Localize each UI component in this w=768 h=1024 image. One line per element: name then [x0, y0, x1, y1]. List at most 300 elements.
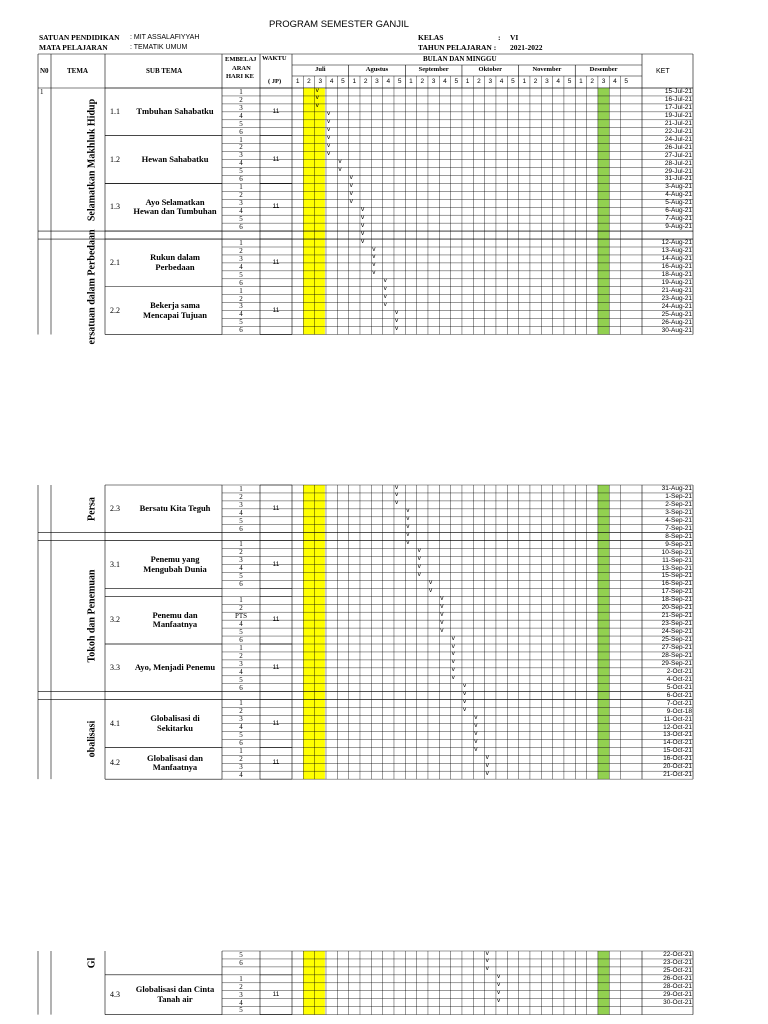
check-mark: v — [462, 706, 467, 714]
subtema-name: Rukun dalam — [150, 252, 200, 263]
ket-date: 16-Jul-21 — [664, 95, 692, 103]
col-subtema: SUB TEMA — [146, 67, 183, 75]
subtema-number: 3.3 — [110, 662, 120, 672]
day-number: 4 — [239, 619, 243, 628]
day-number: 3 — [239, 659, 243, 668]
ket-date: 4-Sep-21 — [665, 516, 692, 524]
day-number: 2 — [239, 95, 243, 104]
check-mark: v — [417, 555, 421, 563]
check-mark: v — [349, 189, 353, 197]
ket-date: 29-Oct-21 — [663, 990, 692, 998]
jp-value: 11 — [272, 258, 280, 266]
day-number: 3 — [239, 763, 243, 772]
tema-number: 1 — [40, 87, 44, 96]
subtema-number: 1.3 — [110, 202, 120, 212]
subtema-name: Mencapai Tujuan — [142, 309, 207, 320]
week-label: 2 — [477, 77, 481, 85]
ket-date: 8-Sep-21 — [665, 532, 692, 540]
check-mark: v — [360, 213, 365, 221]
subtema-name: Manfaatnya — [152, 619, 198, 630]
satuan-value: : MIT ASSALAFIYYAH — [130, 34, 200, 41]
check-mark: v — [394, 491, 399, 499]
jp-value: 11 — [272, 719, 280, 727]
ket-date: 10-Sep-21 — [661, 548, 692, 556]
week-label: 1 — [522, 77, 527, 85]
green-highlight-column — [598, 485, 609, 779]
ket-date: 5-Oct-21 — [666, 683, 692, 691]
tema-label: Selamatkan Makhluk Hidup — [86, 98, 98, 221]
check-mark: v — [451, 642, 455, 650]
day-number: 1 — [239, 596, 243, 605]
check-mark: v — [326, 126, 331, 134]
subtema-name: Manfaatnya — [152, 762, 198, 773]
check-mark: v — [474, 722, 478, 729]
ket-date: 21-Jul-21 — [664, 119, 692, 127]
day-number: 1 — [239, 238, 243, 247]
ket-date: 23-Sep-21 — [661, 620, 692, 628]
col-bulan: BULAN DAN MINGGU — [423, 55, 497, 63]
subtema-number: 1.1 — [110, 106, 120, 116]
ket-date: 19-Aug-21 — [661, 278, 692, 286]
check-mark: v — [360, 229, 365, 237]
jp-value: 11 — [272, 560, 280, 568]
ket-date: 22-Jul-21 — [664, 127, 692, 135]
ket-date: 1-Sep-21 — [665, 492, 692, 500]
col-jp: ( JP) — [268, 78, 282, 85]
ket-date: 25-Sep-21 — [661, 636, 692, 644]
day-number: 4 — [239, 111, 243, 120]
ket-date: 29-Sep-21 — [661, 659, 692, 667]
day-number: 4 — [239, 207, 243, 216]
check-mark: v — [485, 957, 489, 965]
check-mark: v — [474, 729, 478, 737]
check-mark: v — [451, 674, 455, 682]
week-label: 4 — [386, 77, 391, 85]
tahun-label: TAHUN PELAJARAN : — [418, 43, 497, 52]
subtema-name: Globalisasi dan Cinta — [135, 984, 215, 995]
check-mark: v — [349, 181, 353, 189]
col-ket: KET — [656, 68, 670, 75]
check-mark: v — [394, 317, 399, 325]
check-mark: v — [485, 761, 489, 769]
jp-value: 11 — [272, 504, 280, 512]
week-label: 3 — [545, 77, 549, 85]
ket-date: 11-Sep-21 — [662, 556, 692, 564]
week-label: 1 — [352, 77, 357, 85]
subtema-number: 4.3 — [110, 989, 120, 999]
check-mark: v — [485, 965, 489, 973]
day-number: 4 — [239, 771, 243, 779]
yellow-highlight-column — [303, 485, 325, 779]
tema-label: Tokoh dan Penemuan — [86, 569, 98, 663]
check-mark: v — [428, 586, 433, 594]
ket-date: 9-Sep-21 — [665, 540, 692, 548]
ket-date: 23-Aug-21 — [661, 294, 692, 302]
col-waktu: WAKTU — [262, 55, 287, 62]
subtema-name: Penemu dan — [152, 609, 198, 620]
week-label: 2 — [363, 77, 368, 85]
check-mark: v — [496, 981, 501, 989]
check-mark: v — [451, 658, 455, 666]
week-label: 5 — [511, 77, 515, 85]
ket-date: 17-Jul-21 — [664, 103, 692, 111]
day-number: 2 — [239, 651, 243, 660]
week-label: 1 — [409, 77, 413, 85]
subtema-number: 2.1 — [110, 257, 120, 267]
subtema-name: Ayo, Menjadi Penemu — [134, 662, 216, 673]
week-label: 3 — [431, 77, 436, 85]
subtema-name: Perbedaan — [155, 261, 195, 272]
month-label-5: Desember — [589, 65, 618, 73]
col-pembelajaran-2: ARAN — [232, 65, 251, 72]
check-mark: v — [372, 261, 376, 269]
subtema-number: 1.2 — [110, 154, 120, 164]
check-mark: v — [451, 650, 455, 658]
ket-date: 20-Sep-21 — [661, 604, 692, 612]
week-label: 4 — [499, 77, 504, 85]
check-mark: v — [394, 325, 399, 332]
document-title: PROGRAM SEMESTER GANJIL — [269, 19, 409, 30]
ket-date: 25-Aug-21 — [661, 310, 692, 318]
check-mark: v — [440, 626, 444, 634]
subtema-number: 3.1 — [110, 559, 120, 569]
subtema-name: Hewan dan Tumbuhan — [133, 206, 217, 217]
day-number: 1 — [239, 699, 243, 708]
ket-date: 28-Oct-21 — [663, 982, 692, 990]
week-label: 5 — [624, 77, 629, 85]
week-label: 3 — [318, 77, 323, 85]
check-mark: v — [474, 745, 478, 753]
day-number: 6 — [239, 278, 243, 287]
week-label: 1 — [295, 77, 300, 85]
day-number: 5 — [239, 675, 243, 684]
day-number: 1 — [239, 540, 243, 549]
tema-label: obalisasi — [86, 721, 98, 758]
col-pembelajaran-1: EMBELAJ — [225, 56, 257, 63]
day-number: 6 — [239, 326, 243, 335]
subtema-name: Globalisasi dan — [147, 752, 203, 763]
ket-date: 26-Oct-21 — [663, 974, 692, 982]
jp-value: 11 — [272, 990, 280, 998]
day-number: 4 — [239, 262, 243, 271]
tema-label: ersatuan dalam Perbedaan — [86, 229, 98, 345]
day-number: 2 — [239, 548, 243, 557]
check-mark: v — [326, 118, 331, 126]
check-mark: v — [462, 682, 467, 690]
check-mark: v — [496, 997, 501, 1005]
check-mark: v — [406, 539, 410, 547]
day-number: 5 — [239, 167, 243, 176]
check-mark: v — [440, 618, 444, 626]
day-number: 4 — [239, 508, 243, 517]
check-mark: v — [383, 301, 387, 309]
check-mark: v — [372, 253, 376, 261]
check-mark: v — [496, 989, 501, 997]
check-mark: v — [485, 753, 489, 761]
subtema-name: Globalisasi di — [150, 713, 200, 723]
day-number: 5 — [239, 215, 243, 223]
jp-value: 11 — [272, 306, 280, 314]
jp-value: 11 — [272, 616, 280, 624]
ket-date: 15-Oct-21 — [663, 747, 692, 755]
ket-date: 2-Sep-21 — [665, 500, 692, 508]
ket-date: 27-Jul-21 — [664, 151, 692, 159]
check-mark: v — [326, 142, 331, 150]
month-label-1: Agustus — [365, 65, 389, 73]
col-no: N0 — [40, 67, 49, 75]
day-number: 4 — [239, 564, 243, 573]
check-mark: v — [360, 221, 365, 229]
week-label: 5 — [454, 77, 459, 85]
month-label-0: Juli — [315, 65, 326, 73]
week-label: 3 — [488, 77, 493, 85]
check-mark: v — [326, 150, 331, 158]
col-tema: TEMA — [67, 67, 88, 75]
ket-date: 23-Oct-21 — [663, 958, 692, 966]
day-number: 1 — [239, 974, 243, 983]
check-mark: v — [372, 245, 376, 253]
ket-date: 14-Aug-21 — [661, 254, 692, 262]
month-label-3: Oktober — [478, 65, 502, 73]
check-mark: v — [406, 531, 410, 539]
ket-date: 3-Aug-21 — [665, 183, 692, 191]
ket-date: 4-Oct-21 — [666, 675, 692, 683]
ket-date: 25-Oct-21 — [663, 966, 692, 974]
subtema-name: Mengubah Dunia — [143, 563, 207, 574]
day-number: 3 — [239, 103, 243, 112]
day-number: 3 — [239, 199, 243, 208]
tema-label: Persa — [86, 496, 98, 521]
day-number: 4 — [239, 723, 243, 732]
ket-date: 30-Aug-21 — [661, 326, 692, 334]
ket-date: 31-Aug-21 — [661, 485, 692, 492]
day-number: 5 — [239, 119, 243, 128]
check-mark: v — [485, 949, 489, 957]
check-mark: v — [315, 86, 319, 94]
kelas-value: VI — [510, 33, 519, 42]
ket-date: 6-Aug-21 — [665, 207, 692, 215]
day-number: 2 — [239, 755, 243, 764]
ket-date: 21-Aug-21 — [661, 286, 692, 294]
ket-date: 13-Sep-21 — [661, 564, 692, 572]
month-label-2: September — [418, 65, 449, 73]
week-label: 2 — [420, 77, 425, 85]
check-mark: v — [474, 737, 478, 745]
col-pembelajaran-3: HARI KE — [226, 73, 254, 80]
ket-date: 13-Oct-21 — [663, 731, 692, 739]
green-highlight-column — [598, 88, 609, 334]
day-number: 5 — [239, 270, 243, 279]
day-number: 2 — [239, 191, 243, 200]
satuan-label: SATUAN PENDIDIKAN — [39, 33, 120, 42]
day-number: PTS — [234, 612, 248, 620]
kelas-label: KELAS — [418, 33, 444, 42]
subtema-number: 4.2 — [110, 758, 120, 768]
check-mark: v — [360, 205, 365, 213]
day-number: 6 — [239, 127, 243, 136]
day-number: 6 — [239, 683, 243, 692]
week-label: 4 — [556, 77, 561, 85]
jp-value: 11 — [272, 203, 280, 211]
yellow-highlight-column — [303, 88, 325, 334]
check-mark: v — [406, 507, 410, 515]
week-label: 3 — [375, 77, 379, 85]
check-mark: v — [406, 523, 410, 531]
day-number: 3 — [239, 302, 243, 311]
check-mark: v — [394, 483, 399, 491]
ket-date: 12-Aug-21 — [661, 239, 692, 247]
check-mark: v — [383, 285, 387, 293]
day-number: 5 — [239, 516, 243, 525]
ket-date: 7-Sep-21 — [665, 524, 692, 532]
ket-date: 22-Oct-21 — [663, 951, 692, 958]
check-mark: v — [315, 94, 319, 102]
check-mark: v — [451, 666, 455, 674]
day-number: 6 — [239, 958, 243, 967]
ket-date: 9-Oct-18 — [666, 707, 692, 715]
ket-date: 17-Sep-21 — [661, 588, 692, 596]
day-number: 5 — [239, 318, 243, 327]
check-mark: v — [383, 293, 387, 301]
mapel-value: : TEMATIK UMUM — [130, 44, 188, 51]
mapel-label: MATA PELAJARAN — [39, 43, 108, 52]
day-number: 1 — [239, 87, 243, 96]
day-number: 3 — [239, 556, 243, 565]
week-label: 4 — [443, 77, 447, 85]
week-label: 5 — [397, 77, 402, 85]
check-mark: v — [451, 634, 455, 642]
day-number: 6 — [239, 175, 243, 184]
day-number: 3 — [239, 500, 243, 509]
ket-date: 19-Jul-21 — [664, 111, 692, 119]
day-number: 1 — [239, 286, 243, 295]
check-mark: v — [440, 610, 444, 618]
check-mark: v — [440, 594, 444, 602]
jp-value: 11 — [272, 107, 280, 115]
check-mark: v — [349, 173, 353, 181]
ket-date: 24-Jul-21 — [664, 135, 692, 143]
day-number: 2 — [239, 143, 243, 152]
day-number: 1 — [239, 747, 243, 756]
week-label: 2 — [533, 77, 538, 85]
check-mark: v — [462, 690, 467, 698]
ket-date: 18-Sep-21 — [661, 596, 692, 604]
check-mark: v — [394, 499, 399, 507]
day-number: 6 — [239, 739, 243, 748]
check-mark: v — [338, 158, 342, 166]
day-number: 2 — [239, 492, 243, 501]
tahun-value: 2021-2022 — [510, 43, 543, 52]
subtema-name: Tmbuhan Sahabatku — [136, 106, 214, 117]
check-mark: v — [326, 134, 331, 142]
ket-date: 21-Oct-21 — [663, 771, 692, 779]
check-mark: v — [417, 570, 421, 578]
ket-date: 26-Jul-21 — [664, 143, 692, 151]
day-number: 2 — [239, 294, 243, 303]
check-mark: v — [485, 769, 489, 777]
day-number: 5 — [239, 731, 243, 740]
day-number: 1 — [239, 183, 243, 192]
check-mark: v — [326, 110, 331, 118]
ket-date: 24-Sep-21 — [661, 628, 692, 636]
check-mark: v — [349, 197, 353, 205]
day-number: 6 — [239, 580, 243, 589]
check-mark: v — [372, 269, 376, 277]
week-label: 1 — [579, 77, 583, 85]
check-mark: v — [394, 309, 399, 317]
day-number: 5 — [239, 1006, 243, 1015]
subtema-name: Bekerja sama — [150, 300, 200, 311]
ket-date: 12-Oct-21 — [663, 723, 692, 731]
ket-date: 16-Aug-21 — [661, 262, 692, 270]
subtema-number: 2.3 — [110, 503, 120, 513]
day-number: 1 — [239, 484, 243, 493]
ket-date: 27-Sep-21 — [661, 644, 692, 651]
ket-date: 21-Sep-21 — [661, 612, 692, 620]
ket-date: 7-Aug-21 — [665, 215, 692, 223]
day-number: 3 — [239, 151, 243, 160]
day-number: 4 — [239, 667, 243, 676]
subtema-name: Sekitarku — [157, 722, 193, 733]
ket-date: 3-Sep-21 — [665, 508, 692, 516]
subtema-number: 3.2 — [110, 615, 120, 625]
ket-date: 15-Sep-21 — [661, 572, 692, 580]
ket-date: 26-Aug-21 — [661, 318, 692, 326]
day-number: 4 — [239, 310, 243, 319]
check-mark: v — [440, 602, 444, 610]
day-number: 3 — [239, 254, 243, 263]
month-label-4: November — [532, 65, 562, 73]
day-number: 3 — [239, 990, 243, 999]
subtema-name: Tanah air — [157, 993, 193, 1004]
day-number: 5 — [239, 950, 243, 959]
jp-value: 11 — [272, 759, 280, 767]
ket-date: 30-Oct-21 — [663, 998, 692, 1006]
ket-date: 4-Aug-21 — [665, 191, 692, 199]
ket-date: 5-Aug-21 — [665, 199, 692, 207]
week-label: 5 — [341, 77, 345, 85]
tema-label: Gl — [86, 957, 98, 969]
ket-date: 6-Oct-21 — [666, 691, 692, 699]
week-label: 2 — [307, 77, 311, 85]
week-label: 5 — [567, 77, 572, 85]
ket-date: 7-Oct-21 — [666, 699, 692, 707]
day-number: 5 — [239, 572, 243, 581]
day-number: 4 — [239, 998, 243, 1007]
ket-date: 15-Jul-21 — [664, 88, 692, 95]
ket-date: 9-Aug-21 — [665, 223, 692, 231]
check-mark: v — [474, 714, 478, 722]
ket-date: 28-Jul-21 — [664, 159, 692, 167]
day-number: 3 — [239, 715, 243, 724]
day-number: 2 — [239, 982, 243, 991]
ket-date: 11-Oct-21 — [663, 715, 692, 723]
subtema-name: Bersatu Kita Teguh — [139, 503, 211, 514]
ket-date: 16-Oct-21 — [663, 755, 692, 763]
ket-date: 29-Jul-21 — [664, 167, 692, 175]
subtema-number: 4.1 — [110, 718, 120, 728]
day-number: 2 — [239, 707, 243, 716]
day-number: 1 — [239, 135, 243, 144]
check-mark: v — [338, 166, 342, 173]
check-mark: v — [462, 698, 467, 706]
ket-date: 20-Oct-21 — [663, 763, 692, 771]
day-number: 2 — [239, 246, 243, 255]
ket-date: 2-Oct-21 — [666, 667, 692, 675]
jp-value: 11 — [272, 663, 280, 671]
check-mark: v — [496, 973, 501, 981]
kelas-colon: : — [498, 33, 501, 42]
